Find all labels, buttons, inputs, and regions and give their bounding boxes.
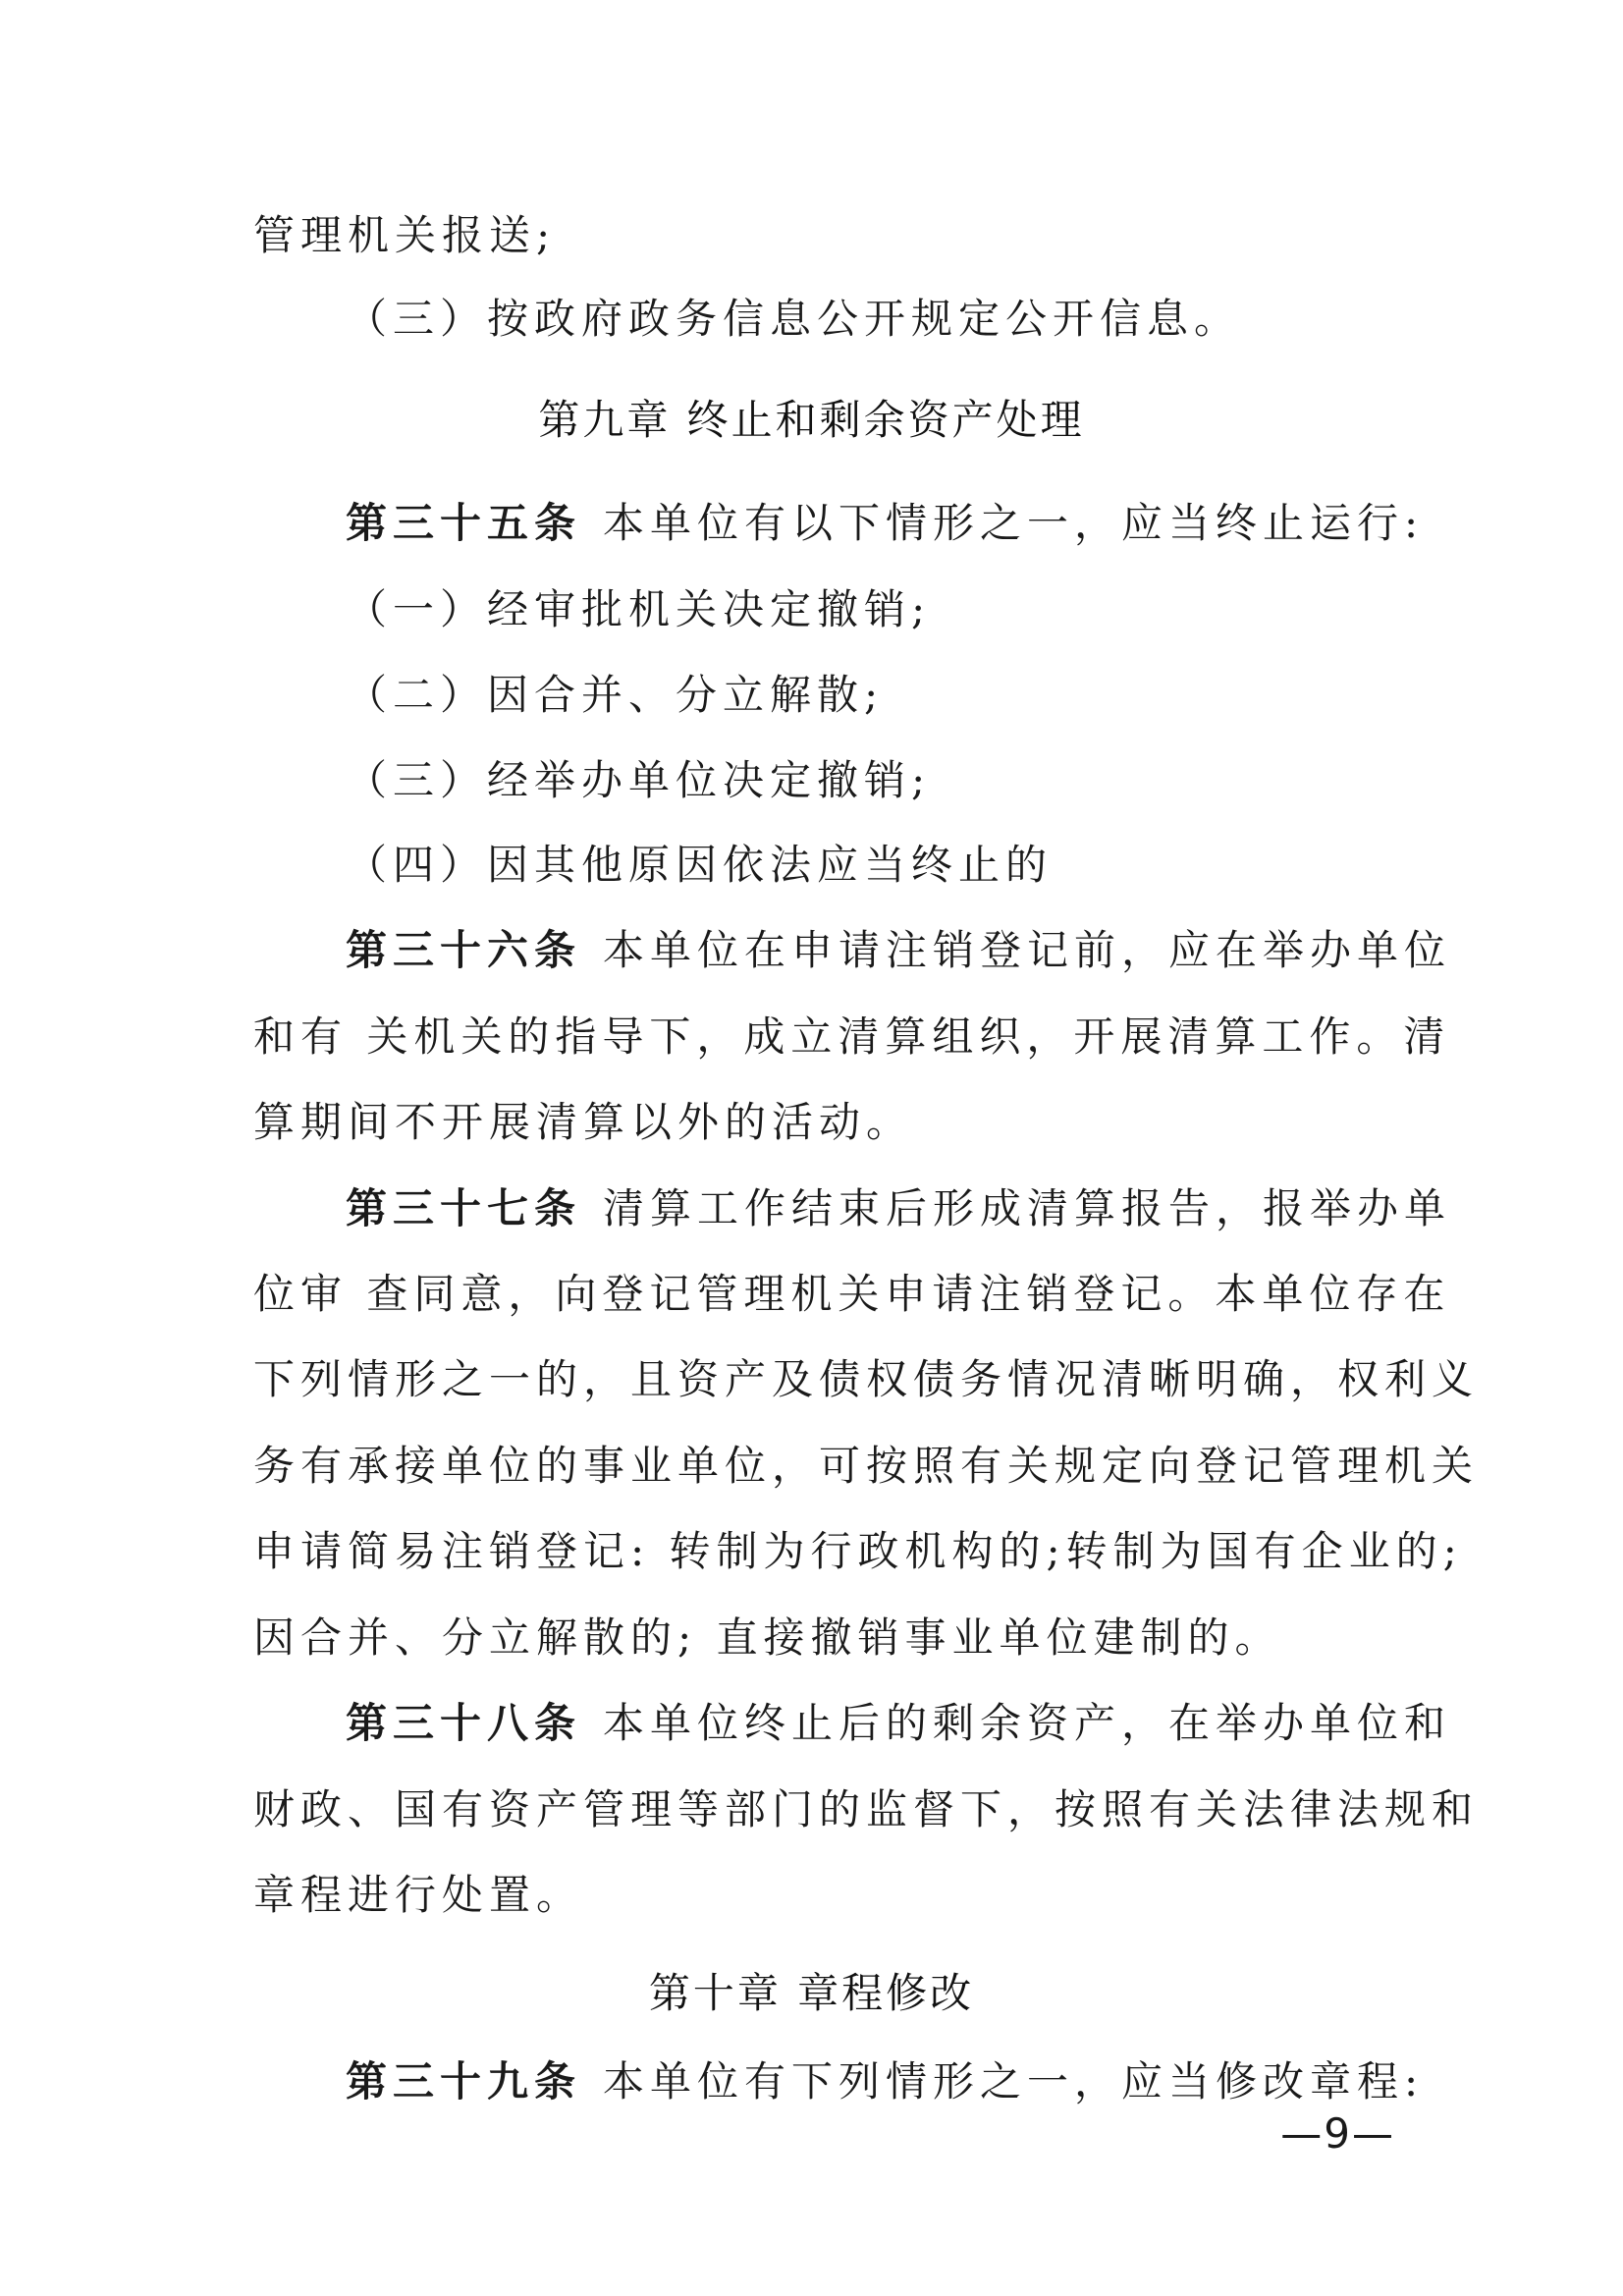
text-line: 算期间不开展清算以外的活动。 [253, 1098, 914, 1146]
article-label: 第三十五条 [346, 499, 582, 547]
text-line: 章程进行处置。 [253, 1871, 584, 1919]
list-item: （四）因其他原因依法应当终止的 [346, 841, 1054, 889]
text-line: 申请简易注销登记: 转制为行政机构的;转制为国有企业的; [253, 1527, 1463, 1575]
article-text: 本单位终止后的剩余资产，在举办单位和 [603, 1699, 1452, 1747]
text-line: 管理机关报送; [253, 211, 557, 259]
text-line: 和有 关机关的指导下，成立清算组织，开展清算工作。清 [253, 1012, 1451, 1061]
list-item: （三）经举办单位决定撤销; [346, 756, 932, 804]
article-text: 本单位有下列情形之一，应当修改章程: [603, 2057, 1425, 2105]
article-37 [346, 1181, 1485, 1236]
article-label: 第三十七条 [346, 1184, 582, 1232]
article-38 [346, 1696, 1485, 1751]
article-36 [346, 923, 1485, 978]
article-label: 第三十八条 [346, 1699, 582, 1747]
text-line: 下列情形之一的，且资产及债权债务情况清晰明确，权利义 [253, 1355, 1480, 1403]
text-line: 务有承接单位的事业单位，可按照有关规定向登记管理机关 [253, 1442, 1480, 1490]
article-label: 第三十六条 [346, 926, 582, 974]
chapter-heading: 第九章 终止和剩余资产处理 [538, 396, 1085, 444]
list-item: （二）因合并、分立解散; [346, 671, 885, 719]
text-line: 财政、国有资产管理等部门的监督下，按照有关法律法规和 [253, 1785, 1480, 1833]
article-text: 清算工作结束后形成清算报告，报举办单 [603, 1184, 1452, 1232]
chapter-heading: 第十章 章程修改 [648, 1969, 975, 2017]
page-number: —9— [1280, 2109, 1395, 2158]
list-item: （一）经审批机关决定撤销; [346, 585, 932, 633]
article-label: 第三十九条 [346, 2057, 582, 2105]
text-line: 因合并、分立解散的; 直接撤销事业单位建制的。 [253, 1613, 1282, 1662]
text-line: 位审 查同意，向登记管理机关申请注销登记。本单位存在 [253, 1270, 1451, 1318]
article-text: 本单位有以下情形之一，应当终止运行: [603, 499, 1425, 547]
text-line: （三）按政府政务信息公开规定公开信息。 [346, 295, 1242, 343]
article-35 [346, 496, 1485, 551]
article-39 [346, 2054, 1485, 2109]
article-text: 本单位在申请注销登记前，应在举办单位 [603, 926, 1452, 974]
